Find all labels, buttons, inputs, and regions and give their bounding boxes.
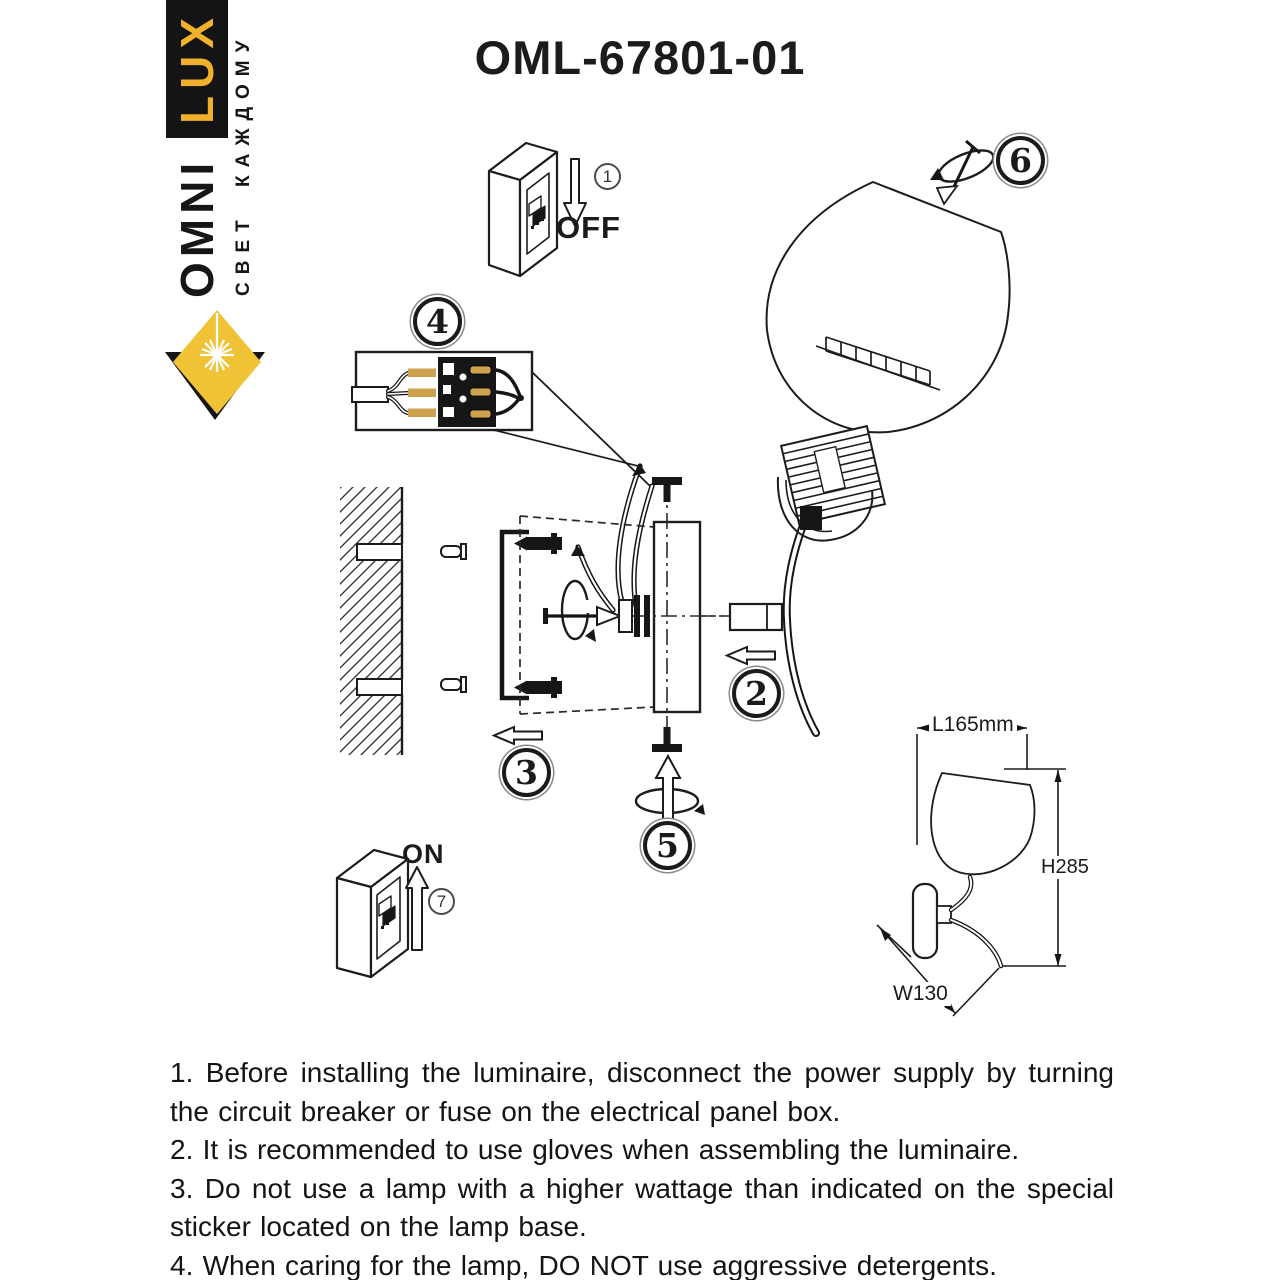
socket-and-arm xyxy=(778,426,885,733)
brand-word-lux: LUX xyxy=(166,0,228,138)
height-dimension: H285 xyxy=(1038,856,1092,879)
turn-screw-icon xyxy=(543,581,620,642)
step-3-badge: 3 xyxy=(502,748,551,797)
page-title: OML-67801-01 xyxy=(474,31,806,84)
width-dimension: W130 xyxy=(890,982,951,1006)
step-7-badge: 7 xyxy=(428,888,455,915)
instruction-item: 1. Before installing the luminaire, disconnect the power supply by turning the circuit breaker or fuse on the electrical panel box. xyxy=(170,1057,1114,1127)
length-dimension: L165mm xyxy=(929,713,1017,737)
glass-shade-diagram xyxy=(767,141,1010,432)
sideview-shade xyxy=(931,773,1034,874)
wall-plugs xyxy=(441,544,466,692)
brand-tagline: СВЕТ КАЖДОМУ xyxy=(233,32,254,296)
wall-hole xyxy=(357,679,402,695)
step-5-badge: 5 xyxy=(643,821,692,870)
arrow-up-icon xyxy=(406,867,428,950)
brand-diamond-logo xyxy=(165,310,265,420)
instruction-item: 4. When caring for the lamp, DO NOT use aggressive detergents. xyxy=(170,1249,997,1280)
wall-hole xyxy=(357,544,402,560)
arm-connector xyxy=(700,604,782,630)
turn-screw-icon xyxy=(930,141,997,204)
brand-logo xyxy=(166,0,228,298)
step-4-badge: 4 xyxy=(413,297,462,346)
arrow-left-icon xyxy=(494,727,542,744)
arrow-left-icon xyxy=(727,647,775,664)
instruction-item: 2. It is recommended to use gloves when assembling the luminaire. xyxy=(170,1134,1020,1165)
on-label: ON xyxy=(402,839,445,869)
instruction-item: 3. Do not use a lamp with a higher wattage than indicated on the special sticker located on the lamp base. xyxy=(170,1172,1114,1242)
bulb-rotation-diagram xyxy=(636,756,705,830)
mounting-plate xyxy=(654,522,700,712)
terminal-block-diagram xyxy=(352,352,650,486)
step-1-badge: 1 xyxy=(594,163,621,190)
step-6-badge: 6 xyxy=(996,136,1045,185)
cable-nut xyxy=(619,600,632,632)
step-2-badge: 2 xyxy=(732,669,781,718)
brand-word-omni: OMNI xyxy=(171,157,223,298)
off-label: OFF xyxy=(556,210,621,245)
arrow-up-icon xyxy=(656,756,680,830)
care-instructions xyxy=(170,1054,1114,1280)
sideview-plate xyxy=(913,884,937,958)
mounting-bracket xyxy=(502,532,529,698)
